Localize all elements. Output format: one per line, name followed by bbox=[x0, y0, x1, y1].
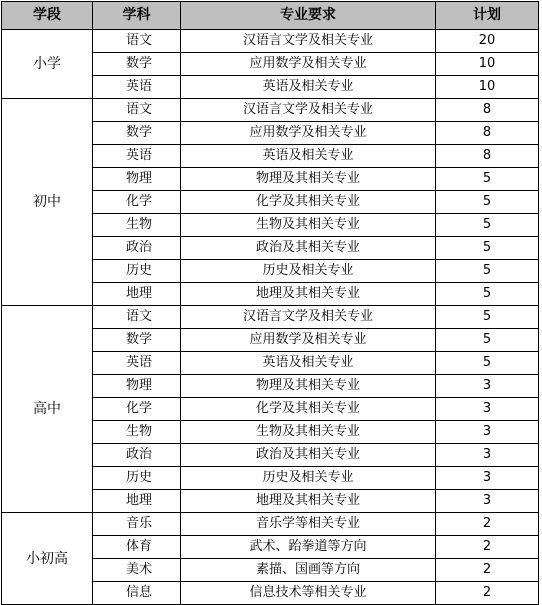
requirement-cell: 政治及其相关专业 bbox=[181, 237, 436, 260]
plan-cell: 8 bbox=[436, 122, 539, 145]
requirement-cell: 信息技术等相关专业 bbox=[181, 582, 436, 605]
subject-cell: 英语 bbox=[93, 145, 181, 168]
requirement-cell: 物理及其相关专业 bbox=[181, 168, 436, 191]
header-plan: 计划 bbox=[436, 2, 539, 30]
subject-cell: 生物 bbox=[93, 421, 181, 444]
header-requirement: 专业要求 bbox=[181, 2, 436, 30]
requirement-cell: 武术、跆拳道等方向 bbox=[181, 536, 436, 559]
requirement-cell: 生物及其相关专业 bbox=[181, 421, 436, 444]
requirement-cell: 历史及相关专业 bbox=[181, 467, 436, 490]
plan-cell: 2 bbox=[436, 559, 539, 582]
recruitment-plan-table bbox=[1, 1, 539, 605]
subject-cell: 数学 bbox=[93, 53, 181, 76]
plan-cell: 5 bbox=[436, 214, 539, 237]
requirement-cell: 物理及其相关专业 bbox=[181, 375, 436, 398]
stage-cell: 初中 bbox=[2, 99, 93, 306]
requirement-cell: 地理及其相关专业 bbox=[181, 490, 436, 513]
subject-cell: 英语 bbox=[93, 352, 181, 375]
header-subject: 学科 bbox=[93, 2, 181, 30]
stage-cell: 小初高 bbox=[2, 513, 93, 605]
stage-cell: 高中 bbox=[2, 306, 93, 513]
plan-cell: 20 bbox=[436, 30, 539, 53]
plan-cell: 5 bbox=[436, 168, 539, 191]
subject-cell: 历史 bbox=[93, 260, 181, 283]
subject-cell: 音乐 bbox=[93, 513, 181, 536]
plan-cell: 8 bbox=[436, 99, 539, 122]
header-stage: 学段 bbox=[2, 2, 93, 30]
subject-cell: 信息 bbox=[93, 582, 181, 605]
table-row bbox=[2, 30, 539, 53]
table-row bbox=[2, 513, 539, 536]
requirement-cell: 素描、国画等方向 bbox=[181, 559, 436, 582]
subject-cell: 化学 bbox=[93, 191, 181, 214]
stage-cell: 小学 bbox=[2, 30, 93, 99]
plan-cell: 2 bbox=[436, 513, 539, 536]
plan-cell: 2 bbox=[436, 536, 539, 559]
table-row bbox=[2, 99, 539, 122]
requirement-cell: 音乐学等相关专业 bbox=[181, 513, 436, 536]
subject-cell: 化学 bbox=[93, 398, 181, 421]
requirement-cell: 历史及相关专业 bbox=[181, 260, 436, 283]
subject-cell: 地理 bbox=[93, 490, 181, 513]
subject-cell: 语文 bbox=[93, 306, 181, 329]
requirement-cell: 英语及相关专业 bbox=[181, 76, 436, 99]
requirement-cell: 化学及其相关专业 bbox=[181, 398, 436, 421]
plan-cell: 5 bbox=[436, 237, 539, 260]
table-row bbox=[2, 306, 539, 329]
plan-cell: 5 bbox=[436, 306, 539, 329]
subject-cell: 生物 bbox=[93, 214, 181, 237]
requirement-cell: 英语及相关专业 bbox=[181, 145, 436, 168]
plan-cell: 10 bbox=[436, 53, 539, 76]
subject-cell: 语文 bbox=[93, 99, 181, 122]
subject-cell: 语文 bbox=[93, 30, 181, 53]
table-body bbox=[2, 30, 539, 605]
header-row bbox=[2, 2, 539, 30]
plan-cell: 3 bbox=[436, 375, 539, 398]
requirement-cell: 汉语言文学及相关专业 bbox=[181, 30, 436, 53]
plan-cell: 3 bbox=[436, 490, 539, 513]
requirement-cell: 应用数学及相关专业 bbox=[181, 53, 436, 76]
subject-cell: 地理 bbox=[93, 283, 181, 306]
plan-cell: 10 bbox=[436, 76, 539, 99]
plan-cell: 3 bbox=[436, 398, 539, 421]
plan-cell: 5 bbox=[436, 329, 539, 352]
plan-cell: 5 bbox=[436, 352, 539, 375]
requirement-cell: 应用数学及相关专业 bbox=[181, 329, 436, 352]
requirement-cell: 政治及其相关专业 bbox=[181, 444, 436, 467]
plan-cell: 3 bbox=[436, 421, 539, 444]
plan-cell: 2 bbox=[436, 582, 539, 605]
plan-cell: 5 bbox=[436, 283, 539, 306]
subject-cell: 物理 bbox=[93, 375, 181, 398]
requirement-cell: 生物及其相关专业 bbox=[181, 214, 436, 237]
requirement-cell: 地理及其相关专业 bbox=[181, 283, 436, 306]
plan-cell: 8 bbox=[436, 145, 539, 168]
requirement-cell: 化学及其相关专业 bbox=[181, 191, 436, 214]
subject-cell: 美术 bbox=[93, 559, 181, 582]
requirement-cell: 英语及相关专业 bbox=[181, 352, 436, 375]
subject-cell: 数学 bbox=[93, 122, 181, 145]
subject-cell: 物理 bbox=[93, 168, 181, 191]
subject-cell: 政治 bbox=[93, 444, 181, 467]
subject-cell: 英语 bbox=[93, 76, 181, 99]
plan-cell: 3 bbox=[436, 444, 539, 467]
subject-cell: 数学 bbox=[93, 329, 181, 352]
subject-cell: 体育 bbox=[93, 536, 181, 559]
plan-cell: 3 bbox=[436, 467, 539, 490]
plan-cell: 5 bbox=[436, 260, 539, 283]
subject-cell: 历史 bbox=[93, 467, 181, 490]
requirement-cell: 应用数学及相关专业 bbox=[181, 122, 436, 145]
plan-cell: 5 bbox=[436, 191, 539, 214]
subject-cell: 政治 bbox=[93, 237, 181, 260]
requirement-cell: 汉语言文学及相关专业 bbox=[181, 99, 436, 122]
requirement-cell: 汉语言文学及相关专业 bbox=[181, 306, 436, 329]
